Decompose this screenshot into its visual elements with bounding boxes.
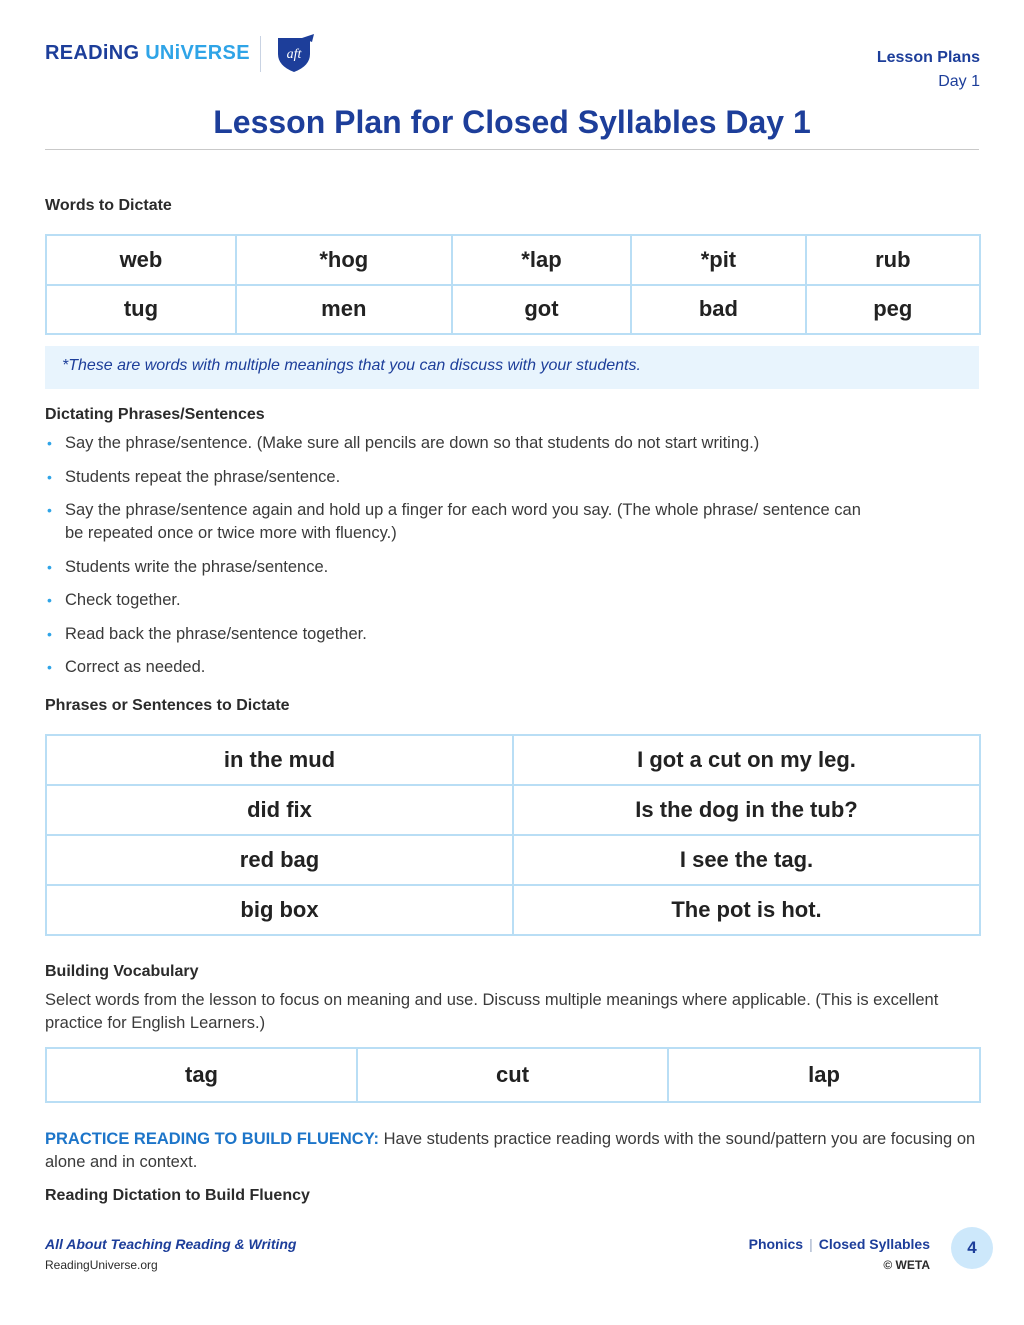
footer-url-link[interactable]: ReadingUniverse.org	[45, 1258, 158, 1272]
bullet-icon: •	[47, 468, 52, 485]
word-cell: got	[452, 285, 632, 335]
table-row	[46, 285, 980, 335]
vocab-word-cell: tag	[46, 1048, 357, 1102]
practice-text: Have students practice reading words with the sound/pattern you are focusing on alone and in context.	[45, 1130, 976, 1171]
step-text: Students write the phrase/sentence.	[65, 557, 329, 576]
word-cell: tug	[46, 285, 236, 335]
page-title: Lesson Plan for Closed Syllables Day 1	[213, 104, 811, 140]
step-text: Check together.	[65, 591, 181, 609]
vocabulary-table	[45, 1047, 981, 1103]
aft-shield-icon	[272, 34, 316, 74]
vocabulary-heading: Building Vocabulary	[45, 963, 199, 980]
table-row	[46, 735, 980, 785]
bullet-icon: •	[47, 625, 52, 642]
lesson-section-label	[877, 46, 980, 94]
breadcrumb-separator: |	[809, 1236, 813, 1252]
breadcrumb-phonics: Phonics	[748, 1236, 804, 1252]
bullet-icon: •	[47, 502, 52, 518]
page-number-badge: 4	[951, 1227, 993, 1269]
bullet-icon: •	[47, 435, 52, 451]
aft-logo-text: aft	[286, 47, 302, 62]
practice-paragraph	[45, 1128, 985, 1174]
bullet-icon: •	[47, 558, 52, 575]
word-cell: peg	[806, 285, 980, 335]
footer-series-title: All About Teaching Reading & Writing	[45, 1236, 297, 1252]
word-cell: *pit	[631, 235, 805, 285]
day-label: Day 1	[938, 73, 980, 90]
step-text: Students repeat the phrase/sentence.	[65, 467, 341, 486]
vocabulary-instructions: Select words from the lesson to focus on meaning and use. Discuss multiple meanings where applicable. (This is excellent practice for English Learners.)	[45, 991, 939, 1032]
breadcrumb-closed-syllables: Closed Syllables	[818, 1236, 930, 1252]
practice-heading: PRACTICE READING TO BUILD FLUENCY:	[45, 1130, 379, 1148]
reading-dictation-heading: Reading Dictation to Build Fluency	[45, 1187, 310, 1204]
step-text: Say the phrase/sentence. (Make sure all pencils are down so that students do not start writing.)	[65, 434, 760, 452]
words-to-dictate-heading: Words to Dictate	[45, 197, 172, 214]
footer-breadcrumb	[749, 1236, 930, 1252]
list-item	[45, 556, 865, 579]
bullet-icon: •	[47, 592, 52, 608]
words-to-dictate-table	[45, 234, 981, 335]
multiple-meanings-note: *These are words with multiple meanings that you can discuss with your students.	[62, 357, 641, 374]
word-cell: *lap	[452, 235, 632, 285]
phrases-table	[45, 734, 981, 936]
list-item	[45, 432, 865, 455]
table-row	[46, 785, 980, 835]
reading-universe-logo[interactable]	[45, 42, 250, 65]
list-item	[45, 466, 865, 489]
word-cell: *hog	[236, 235, 452, 285]
phrases-heading: Phrases or Sentences to Dictate	[45, 697, 290, 714]
phrase-cell: big box	[46, 885, 513, 935]
logo-word-universe: UNiVERSE	[145, 42, 250, 64]
dictating-heading: Dictating Phrases/Sentences	[45, 406, 265, 423]
sentence-cell: I got a cut on my leg.	[513, 735, 980, 785]
section-name: Lesson Plans	[876, 49, 980, 66]
dictating-steps-list	[45, 432, 865, 690]
phrase-cell: did fix	[46, 785, 513, 835]
aft-logo[interactable]	[272, 34, 316, 79]
sentence-cell: I see the tag.	[513, 835, 980, 885]
logo-divider	[260, 36, 261, 72]
list-item	[45, 656, 865, 679]
word-cell: men	[236, 285, 452, 335]
table-row	[46, 885, 980, 935]
phrase-cell: in the mud	[46, 735, 513, 785]
bullet-icon: •	[47, 659, 52, 675]
table-row	[46, 835, 980, 885]
sentence-cell: Is the dog in the tub?	[513, 785, 980, 835]
vocab-word-cell: lap	[668, 1048, 980, 1102]
sentence-cell: The pot is hot.	[513, 885, 980, 935]
phrase-cell: red bag	[46, 835, 513, 885]
list-item	[45, 623, 865, 646]
vocab-word-cell: cut	[357, 1048, 668, 1102]
table-row	[46, 1048, 980, 1102]
logo-word-reading: READiNG	[45, 42, 140, 64]
table-row	[46, 235, 980, 285]
step-text: Say the phrase/sentence again and hold up a finger for each word you say. (The whole phrase/ sentence can be repeated once or twice more with fluency.)	[65, 501, 861, 542]
footer-copyright: © WETA	[883, 1258, 930, 1272]
title-divider	[45, 149, 979, 150]
list-item	[45, 499, 865, 545]
step-text: Correct as needed.	[65, 658, 206, 676]
step-text: Read back the phrase/sentence together.	[65, 624, 367, 643]
list-item	[45, 589, 865, 612]
word-cell: rub	[806, 235, 980, 285]
word-cell: web	[46, 235, 236, 285]
word-cell: bad	[631, 285, 805, 335]
